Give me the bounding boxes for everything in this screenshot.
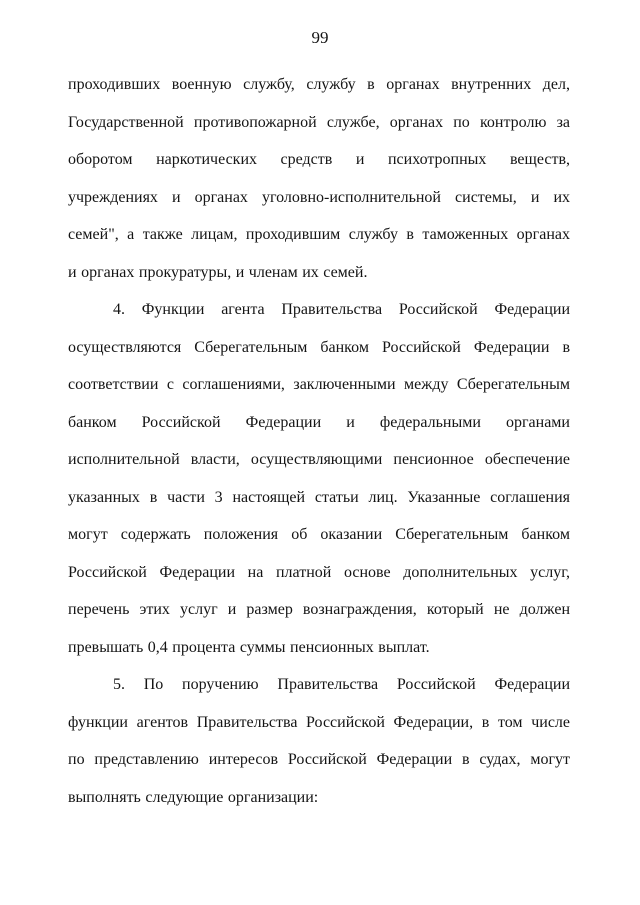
text-line: проходивших военную службу, службу в органах внутренних дел, <box>68 76 570 93</box>
text-line: выполнять следующие организации: <box>68 788 319 806</box>
text-line: по представлению интересов Российской Федерации в судах, могут <box>68 751 570 768</box>
text-block <box>68 66 570 816</box>
text-line: Государственной противопожарной службе, органах по контролю за <box>68 113 570 131</box>
page-number: 99 <box>311 28 329 47</box>
text-line: превышать 0,4 процента суммы пенсионных выплат. <box>68 638 430 656</box>
text-line: осуществляются Сберегательным банком Российской Федерации в <box>68 338 570 356</box>
text-line: учреждениях и органах уголовно-исполнительной системы, и их <box>68 188 570 206</box>
text-line: и органах прокуратуры, и членам их семей. <box>68 263 368 281</box>
text-line: Российской Федерации на платной основе дополнительных услуг, <box>68 563 570 581</box>
text-line: исполнительной власти, осуществляющими пенсионное обеспечение <box>68 451 570 468</box>
text-line: банком Российской Федерации и федеральными органами <box>68 413 570 431</box>
text-line: могут содержать положения об оказании Сберегательным банком <box>68 526 570 543</box>
text-line: указанных в части 3 настоящей статьи лиц. Указанные соглашения <box>68 488 570 506</box>
text-line: соответствии с соглашениями, заключенными между Сберегательным <box>68 376 570 393</box>
text-line: 5. По поручению Правительства Российской Федерации <box>113 676 570 693</box>
text-line: оборотом наркотических средств и психотропных веществ, <box>68 151 570 168</box>
text-line: семей", а также лицам, проходившим службу в таможенных органах <box>68 226 570 243</box>
text-line: 4. Функции агента Правительства Российской Федерации <box>113 301 570 318</box>
text-line: перечень этих услуг и размер вознаграждения, который не должен <box>68 601 570 618</box>
text-line: функции агентов Правительства Российской Федерации, в том числе <box>68 713 570 731</box>
